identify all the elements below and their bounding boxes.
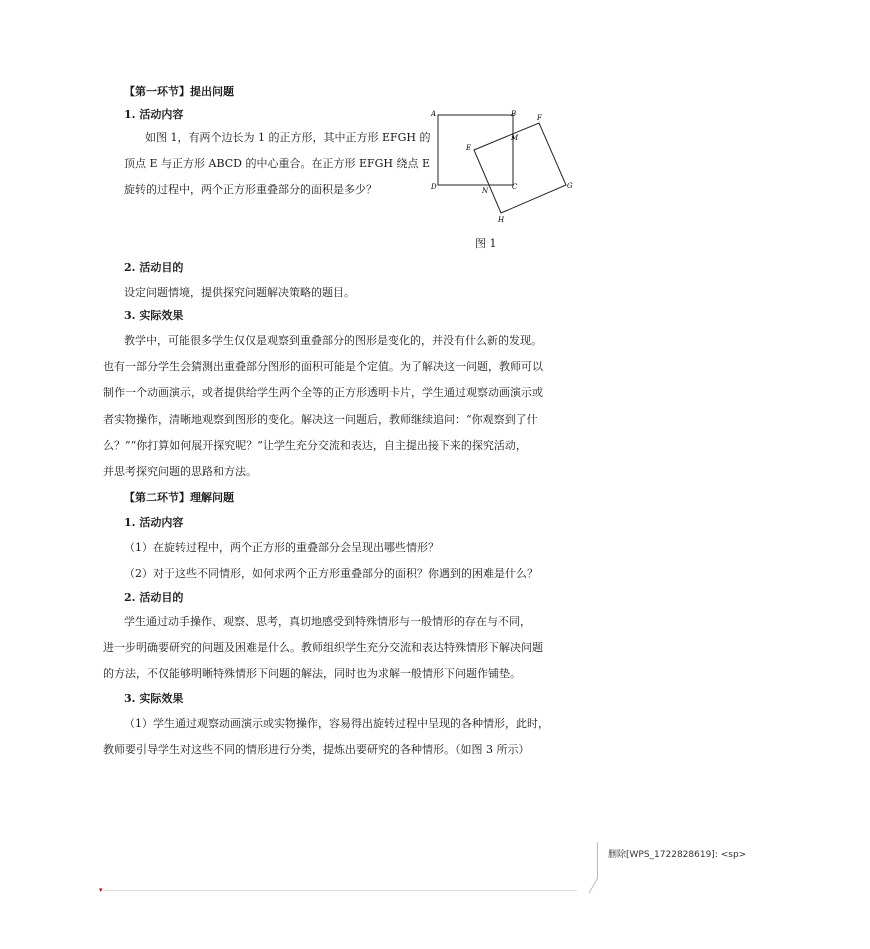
section2-sub1: 1. 活动内容 [124,516,184,529]
comment-connector [597,842,598,878]
section1-para3-line1: 教学中，可能很多学生仅仅是观察到重叠部分的图形是变化的，并没有什么新的发现。 [124,334,542,347]
section2-para2-line2: 进一步明确要研究的问题及困难是什么。教师组织学生充分交流和表达特殊情形下解决问题 [103,641,543,654]
label-b: B [511,110,517,118]
section2-para3-line2: 教师要引导学生对这些不同的情形进行分类，提炼出要研究的各种情形。（如图 3 所示） [103,743,530,756]
section1-sub2: 2. 活动目的 [124,261,184,274]
square-abcd [438,115,513,185]
revision-comment[interactable]: 删除[WPS_1722828619]: <sp> [608,850,747,860]
section2-para2-line1: 学生通过动手操作、观察、思考，真切地感受到特殊情形与一般情形的存在与不同， [124,615,531,628]
section1-para1-line1: 如图 1，有两个边长为 1 的正方形，其中正方形 EFGH 的 [145,131,431,144]
section1-sub3: 3. 实际效果 [124,309,184,322]
revision-marker-icon[interactable]: ▾ [99,886,103,894]
comment-connector-diag [589,877,599,893]
section1-para1-line3: 旋转的过程中，两个正方形重叠部分的面积是多少？ [124,183,377,196]
section2-para3-line1: （1）学生通过观察动画演示或实物操作，容易得出旋转过程中呈现的各种情形，此时， [124,717,549,730]
section1-para1-line2: 顶点 E 与正方形 ABCD 的中心重合。在正方形 EFGH 绕点 E [124,157,431,170]
section1-para3-line3: 制作一个动画演示，或者提供给学生两个全等的正方形透明卡片，学生通过观察动画演示或 [103,386,543,399]
figure-caption: 图 1 [475,237,497,250]
label-d: D [431,183,437,191]
section1-para2: 设定问题情境，提供探究问题解决策略的题目。 [124,286,355,299]
section1-para3-line4: 者实物操作，清晰地观察到图形的变化。解决这一问题后，教师继续追问：“你观察到了什 [103,413,538,426]
label-f: F [537,114,542,122]
comment-anchor-line [103,890,577,891]
square-efgh [474,123,566,213]
label-c: C [512,183,518,191]
section2-sub2: 2. 活动目的 [124,591,184,604]
label-g: G [567,182,573,190]
figure-1 [423,105,583,250]
section2-q1: （1）在旋转过程中，两个正方形的重叠部分会呈现出哪些情形？ [124,541,439,554]
label-a: A [431,110,437,118]
section1-para3-line5: 么？”“你打算如何展开探究呢？”让学生充分交流和表达，自主提出接下来的探究活动， [103,439,527,452]
section2-heading: 【第二环节】理解问题 [124,491,234,504]
section1-heading: 【第一环节】提出问题 [124,85,234,98]
section2-para2-line3: 的方法，不仅能够明晰特殊情形下问题的解法，同时也为求解一般情形下问题作铺垫。 [103,667,521,680]
section1-sub1: 1. 活动内容 [124,108,184,121]
section1-para3-line6: 并思考探究问题的思路和方法。 [103,465,257,478]
section2-sub3: 3. 实际效果 [124,692,184,705]
label-m: M [511,134,519,142]
label-h: H [498,216,505,224]
squares-diagram [423,105,583,250]
section2-q2: （2）对于这些不同情形，如何求两个正方形重叠部分的面积？你遇到的困难是什么？ [124,567,538,580]
label-e: E [466,144,472,152]
section1-para3-line2: 也有一部分学生会猜测出重叠部分图形的面积可能是个定值。为了解决这一问题，教师可以 [103,360,543,373]
label-n: N [482,187,489,195]
